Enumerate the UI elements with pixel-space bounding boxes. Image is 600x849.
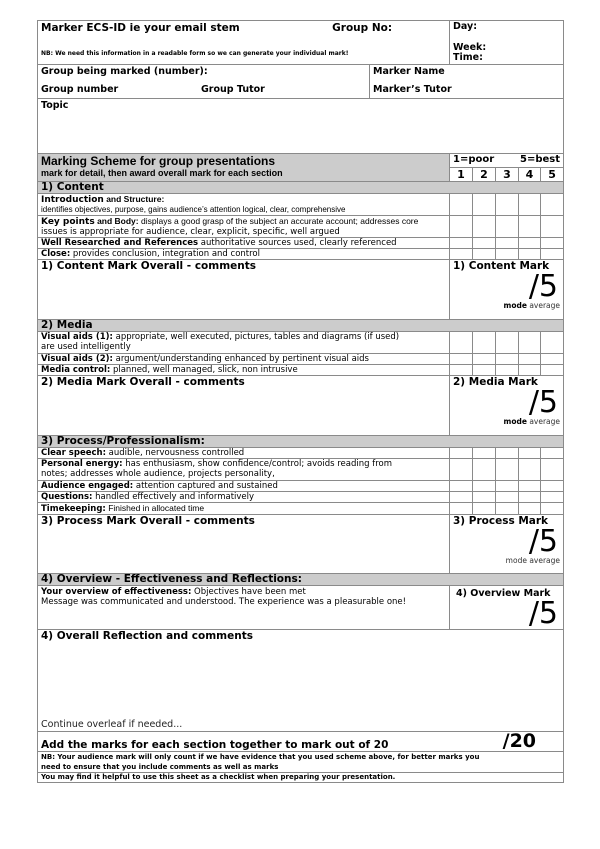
overview-mark-box[interactable] [450, 586, 564, 630]
marker-name-cell[interactable] [370, 65, 564, 99]
media-overall-label: 2) Media Mark Overall - comments [41, 376, 245, 388]
media-mark-box[interactable] [450, 376, 564, 436]
total-row[interactable] [38, 732, 564, 752]
score-cell-1[interactable] [450, 332, 473, 354]
group-number-label: Group number [41, 84, 119, 95]
score-cell-2[interactable] [473, 503, 496, 515]
markers-tutor-label: Marker’s Tutor [373, 84, 452, 95]
overview-mark-out-of: /5 [528, 596, 559, 630]
score-cell-5[interactable] [541, 238, 564, 249]
score-cell-5[interactable] [541, 448, 564, 459]
continue-note: Continue overleaf if needed... [41, 719, 183, 730]
score-cell-1[interactable] [450, 481, 473, 492]
score-cell-2[interactable] [473, 492, 496, 503]
score-cell-3[interactable] [496, 492, 519, 503]
scale-number: 4 [519, 168, 541, 182]
score-cell-2[interactable] [473, 365, 496, 376]
score-cell-5[interactable] [541, 332, 564, 354]
criterion-key-points: Key points and Body: displays a good grasp of the subject an accurate account; addresses core issues is appropriate for audience, clear, explicit, specific, well argued [38, 216, 450, 238]
process-mode-average: mode average [505, 556, 561, 565]
scale-number: 3 [496, 168, 519, 182]
score-cell-4[interactable] [519, 249, 541, 260]
topic-field[interactable] [38, 99, 564, 154]
scale-number: 2 [473, 168, 496, 182]
criterion-researched: Well Researched and References authoritative sources used, clearly referenced [38, 238, 450, 249]
marker-id-label: Marker ECS-ID ie your email stem [41, 22, 240, 34]
score-cell-5[interactable] [541, 492, 564, 503]
group-no-label: Group No: [332, 22, 393, 34]
media-mode-average: mode average [503, 417, 561, 426]
scale-best: 5=best [520, 154, 561, 165]
score-cell-3[interactable] [496, 503, 519, 515]
score-cell-4[interactable] [519, 216, 541, 238]
score-cell-1[interactable] [450, 354, 473, 365]
score-cell-2[interactable] [473, 448, 496, 459]
score-cell-1[interactable] [450, 216, 473, 238]
score-cell-4[interactable] [519, 354, 541, 365]
week-label: Week: [453, 42, 487, 53]
section-header-process: 3) Process/Professionalism: [38, 436, 564, 448]
score-cell-1[interactable] [450, 459, 473, 481]
content-overall-label: 1) Content Mark Overall - comments [41, 260, 257, 272]
score-cell-4[interactable] [519, 503, 541, 515]
group-marked-label: Group being marked (number): [41, 66, 208, 77]
marker-name-label: Marker Name [373, 66, 445, 77]
score-cell-4[interactable] [519, 492, 541, 503]
total-label: Add the marks for each section together to mark out of 20 [41, 739, 389, 751]
score-cell-4[interactable] [519, 194, 541, 216]
score-cell-1[interactable] [450, 503, 473, 515]
overview-mark-label: 4) Overview Mark [456, 588, 551, 599]
process-comments-field[interactable] [38, 515, 450, 574]
score-cell-5[interactable] [541, 459, 564, 481]
score-cell-1[interactable] [450, 238, 473, 249]
score-cell-5[interactable] [541, 194, 564, 216]
overview-effectiveness: Your overview of effectiveness: Objectives have been met Message was communicated and understood. The experience was a pleasurable one! [38, 586, 450, 630]
score-cell-2[interactable] [473, 354, 496, 365]
criterion-clear-speech: Clear speech: audible, nervousness controlled [38, 448, 450, 459]
time-label: Time: [453, 52, 483, 63]
score-cell-1[interactable] [450, 365, 473, 376]
media-mark-out-of: /5 [528, 385, 559, 420]
scale-number: 1 [450, 168, 473, 182]
score-cell-4[interactable] [519, 238, 541, 249]
criterion-introduction: Introduction and Structure: identifies objectives, purpose, gains audience’s attention logical, clear, comprehensive [38, 194, 450, 216]
scale-legend [450, 154, 564, 168]
score-cell-1[interactable] [450, 249, 473, 260]
process-mark-label: 3) Process Mark [453, 515, 549, 527]
total-out-of: /20 [502, 731, 537, 752]
score-cell-2[interactable] [473, 332, 496, 354]
score-cell-2[interactable] [473, 459, 496, 481]
score-cell-2[interactable] [473, 238, 496, 249]
score-cell-4[interactable] [519, 481, 541, 492]
topic-label: Topic [41, 100, 69, 111]
score-cell-5[interactable] [541, 354, 564, 365]
section-header-media: 2) Media [38, 320, 564, 332]
criterion-personal-energy: Personal energy: has enthusiasm, show confidence/control; avoids reading from notes; addresses whole audience, projects personality, [38, 459, 450, 481]
process-mark-box[interactable] [450, 515, 564, 574]
header-table [37, 20, 564, 65]
score-cell-2[interactable] [473, 216, 496, 238]
score-cell-3[interactable] [496, 249, 519, 260]
score-cell-2[interactable] [473, 481, 496, 492]
score-cell-1[interactable] [450, 492, 473, 503]
score-cell-3[interactable] [496, 481, 519, 492]
score-cell-5[interactable] [541, 503, 564, 515]
criterion-audience-engaged: Audience engaged: attention captured and sustained [38, 481, 450, 492]
scheme-subtitle: mark for detail, then award overall mark for each section [41, 168, 283, 178]
score-cell-4[interactable] [519, 448, 541, 459]
score-cell-5[interactable] [541, 365, 564, 376]
score-cell-5[interactable] [541, 216, 564, 238]
score-cell-1[interactable] [450, 194, 473, 216]
score-cell-2[interactable] [473, 249, 496, 260]
nb-footer-note: NB: Your audience mark will only count if we have evidence that you used scheme above, for better marks you need to ensure that you include comments as well as marks [38, 752, 564, 773]
process-mark-out-of: /5 [528, 524, 559, 559]
group-info-table [37, 64, 564, 99]
marker-id-cell[interactable] [38, 21, 450, 65]
marking-sheet [37, 20, 563, 783]
day-label: Day: [453, 21, 478, 32]
score-cell-5[interactable] [541, 249, 564, 260]
score-cell-3[interactable] [496, 365, 519, 376]
score-cell-3[interactable] [496, 448, 519, 459]
checklist-note: You may find it helpful to use this sheet as a checklist when preparing your presentation. [38, 773, 564, 783]
criterion-timekeeping: Timekeeping: Finished in allocated time [38, 503, 450, 515]
nb-note: NB: We need this information in a readable form so we can generate your individual mark! [41, 50, 349, 57]
score-cell-4[interactable] [519, 365, 541, 376]
scheme-title: Marking Scheme for group presentations [41, 154, 276, 168]
score-cell-3[interactable] [496, 354, 519, 365]
group-marked-cell[interactable] [38, 65, 370, 99]
content-mark-out-of: /5 [528, 269, 559, 304]
score-cell-3[interactable] [496, 194, 519, 216]
score-cell-4[interactable] [519, 332, 541, 354]
media-comments-field[interactable] [38, 376, 450, 436]
process-overall-label: 3) Process Mark Overall - comments [41, 515, 255, 527]
content-mode-average: mode average [503, 301, 561, 310]
section-header-content: 1) Content [38, 182, 564, 194]
score-cell-2[interactable] [473, 194, 496, 216]
criterion-visual-aids-1: Visual aids (1): appropriate, well executed, pictures, tables and diagrams (if used) are used intelligently [38, 332, 450, 354]
reflection-label: 4) Overall Reflection and comments [41, 630, 253, 642]
score-cell-3[interactable] [496, 216, 519, 238]
criterion-close: Close: provides conclusion, integration and control [38, 249, 450, 260]
score-cell-5[interactable] [541, 481, 564, 492]
score-cell-3[interactable] [496, 332, 519, 354]
scheme-table [37, 98, 564, 783]
scale-poor: 1=poor [453, 154, 495, 165]
criterion-media-control: Media control: planned, well managed, slick, non intrusive [38, 365, 450, 376]
scale-number: 5 [541, 168, 564, 182]
criterion-visual-aids-2: Visual aids (2): argument/understanding enhanced by pertinent visual aids [38, 354, 450, 365]
day-week-time-cell[interactable] [450, 21, 564, 65]
content-mark-box[interactable] [450, 260, 564, 320]
scheme-title-cell [38, 154, 450, 182]
section-header-overview: 4) Overview - Effectiveness and Reflections: [38, 574, 564, 586]
score-cell-3[interactable] [496, 459, 519, 481]
score-cell-1[interactable] [450, 448, 473, 459]
score-cell-3[interactable] [496, 238, 519, 249]
content-comments-field[interactable] [38, 260, 450, 320]
group-tutor-label: Group Tutor [201, 84, 265, 95]
media-mark-label: 2) Media Mark [453, 376, 538, 388]
reflection-comments-field[interactable] [38, 630, 564, 732]
criterion-questions: Questions: handled effectively and informatively [38, 492, 450, 503]
content-mark-label: 1) Content Mark [453, 260, 550, 272]
score-cell-4[interactable] [519, 459, 541, 481]
